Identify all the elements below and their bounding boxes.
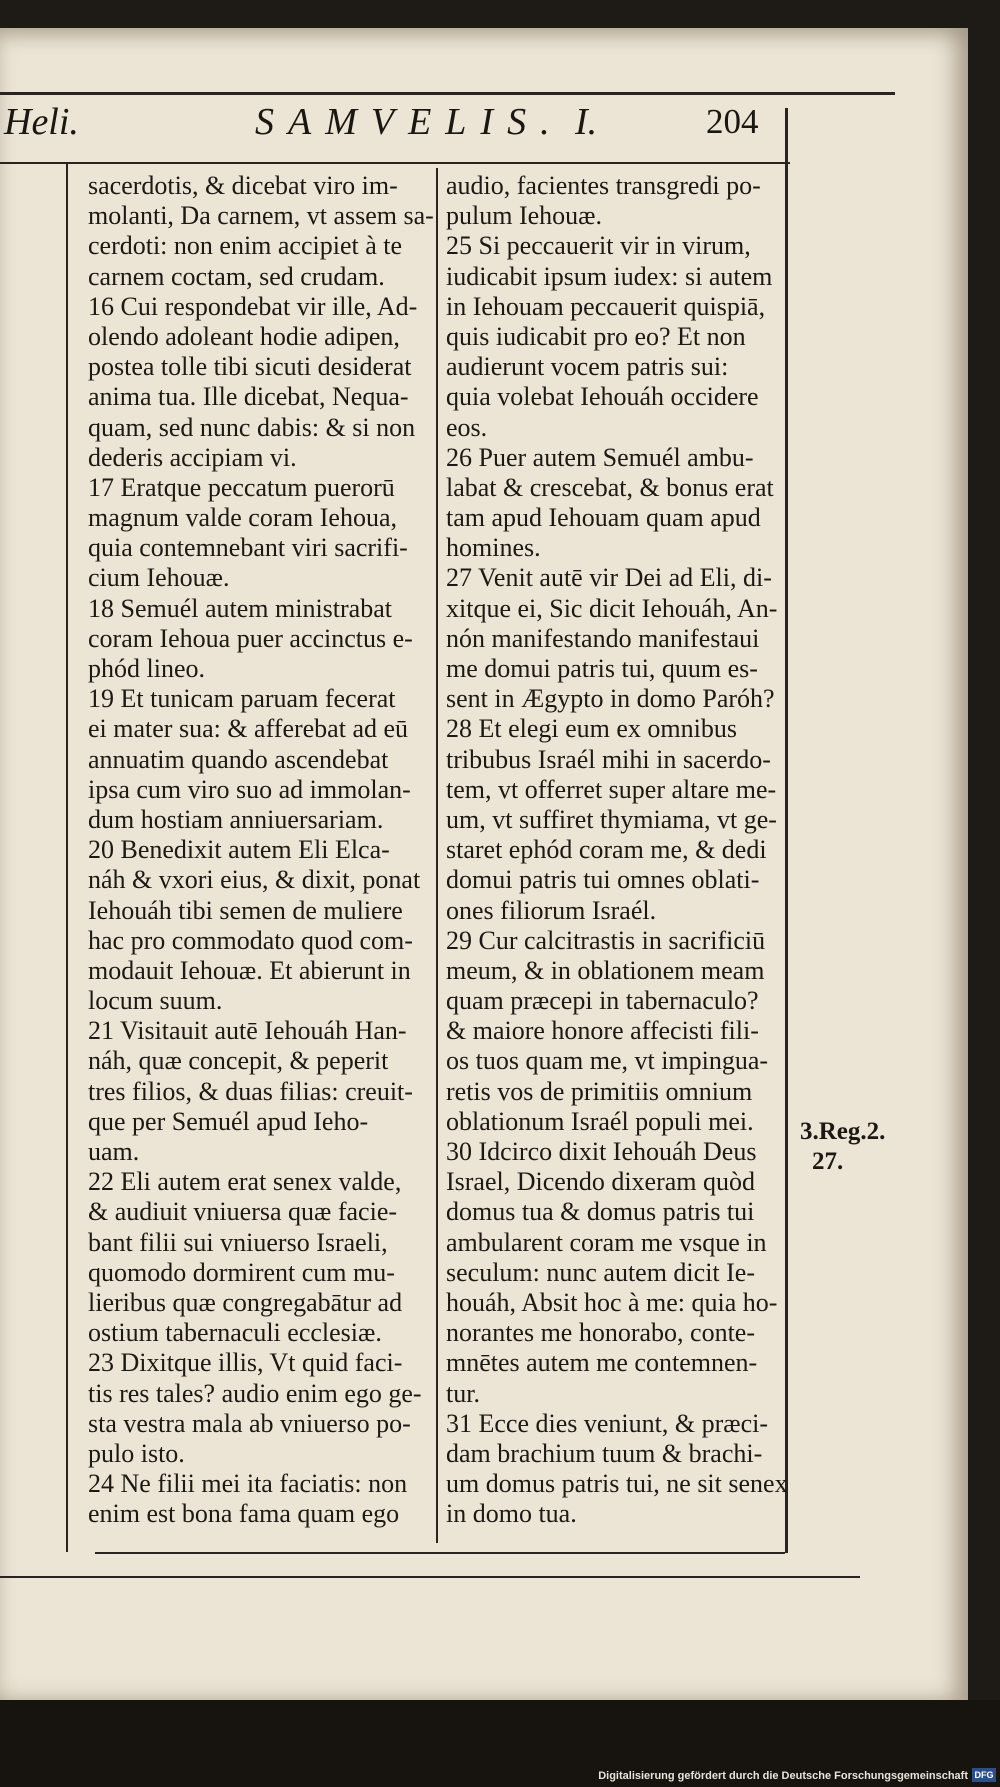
text-line: Israel, Dicendo dixeram quòd xyxy=(446,1167,756,1197)
text-line: 20 Benedixit autem Eli Elca- xyxy=(88,835,390,865)
running-head-book-number: I. xyxy=(575,101,598,143)
text-line: in domo tua. xyxy=(446,1499,577,1529)
text-line: 17 Eratque peccatum puerorū xyxy=(88,472,395,502)
text-line: Iehouáh tibi semen de muliere xyxy=(88,895,403,925)
margin-note-verse: 27. xyxy=(812,1148,844,1175)
text-line: cium Iehouæ. xyxy=(88,563,230,593)
text-line: iudicabit ipsum iudex: si autem xyxy=(446,261,773,291)
text-line: 21 Visitauit autē Iehouáh Han- xyxy=(88,1016,407,1046)
text-line: ones filiorum Israél. xyxy=(446,895,657,925)
text-line: sent in Ægypto in domo Paróh? xyxy=(446,684,775,714)
text-line: 28 Et elegi eum ex omnibus xyxy=(446,714,738,744)
text-line: um, vt suffiret thymiama, vt ge- xyxy=(446,804,777,834)
text-line: norantes me honorabo, conte- xyxy=(446,1318,756,1348)
text-line: 30 Idcirco dixit Iehouáh Deus xyxy=(446,1137,757,1166)
text-line: 22 Eli autem erat senex valde, xyxy=(88,1167,402,1197)
text-line: enim est bona fama quam ego xyxy=(88,1499,400,1529)
text-line: que per Semuél apud Ieho- xyxy=(88,1106,369,1136)
text-line: 18 Semuél autem ministrabat xyxy=(88,593,392,623)
text-line: hac pro commodato quod com- xyxy=(88,925,413,955)
text-line: retis vos de primitiis omnium xyxy=(446,1076,753,1106)
text-line: 29 Cur calcitrastis in sacrificiū xyxy=(446,925,766,955)
text-line: mnētes autem me contemnen- xyxy=(446,1348,758,1378)
text-line: domui patris tui omnes oblati- xyxy=(446,865,760,895)
text-line: olendo adoleant hodie adipen, xyxy=(88,321,400,351)
text-line: sacerdotis, & dicebat viro im- xyxy=(88,171,398,200)
text-line: tribubus Israél mihi in sacerdo- xyxy=(446,744,771,774)
text-line: oblationum Israél populi mei. xyxy=(446,1106,754,1136)
text-line: dam brachium tuum & brachi- xyxy=(446,1438,763,1468)
text-line: audierunt vocem patris sui: xyxy=(446,352,729,382)
text-line: 25 Si peccauerit vir in virum, xyxy=(446,231,751,261)
foot-rule xyxy=(0,1576,860,1578)
text-line: magnum valde coram Iehoua, xyxy=(88,503,397,533)
margin-note-reference: 3.Reg.2. xyxy=(800,1118,886,1145)
text-line: quia contemnebant viri sacrifi- xyxy=(88,533,408,563)
text-line: nón manifestando manifestaui xyxy=(446,623,760,653)
text-line: cerdoti: non enim accipiet à te xyxy=(88,231,403,261)
text-line: 26 Puer autem Semuél ambu- xyxy=(446,442,754,472)
text-line: postea tolle tibi sicuti desiderat xyxy=(88,352,412,382)
text-line: 24 Ne filii mei ita faciatis: non xyxy=(88,1469,408,1499)
scan-credit-text: Digitalisierung gefördert durch die Deutsche Forschungsgemeinschaft xyxy=(598,1770,968,1782)
text-line: quam, sed nunc dabis: & si non xyxy=(88,412,416,442)
text-line: 19 Et tunicam paruam fecerat xyxy=(88,684,396,714)
text-line: anima tua. Ille dicebat, Nequa- xyxy=(88,382,409,412)
text-line: quomodo dormirent cum mu- xyxy=(88,1257,395,1287)
text-line: dederis accipiam vi. xyxy=(88,442,297,472)
text-line: tam apud Iehouam quam apud xyxy=(446,503,761,533)
book-page xyxy=(0,28,968,1700)
running-head-left: Heli. xyxy=(4,101,79,143)
text-line: staret ephód coram me, & dedi xyxy=(446,835,767,865)
text-line: quam præcepi in tabernaculo? xyxy=(446,986,759,1016)
text-line: & audiuit vniuersa quæ facie- xyxy=(88,1197,398,1227)
text-line: ambularent coram me vsque in xyxy=(446,1227,767,1257)
text-line: náh, quæ concepit, & peperit xyxy=(88,1046,389,1076)
text-line: 31 Ecce dies veniunt, & præci- xyxy=(446,1408,769,1438)
text-line: ei mater sua: & afferebat ad eū xyxy=(88,714,409,744)
bottom-rule xyxy=(95,1552,785,1554)
text-line: 23 Dixitque illis, Vt quid faci- xyxy=(88,1348,403,1378)
text-line: lieribus quæ congregabātur ad xyxy=(88,1287,403,1317)
text-line: labat & crescebat, & bonus erat xyxy=(446,472,774,502)
running-head xyxy=(0,100,800,160)
text-line: tres filios, & duas filias: creuit- xyxy=(88,1076,413,1106)
text-line: houáh, Absit hoc à me: quia ho- xyxy=(446,1287,778,1317)
running-head-title: SAMVELIS. xyxy=(255,101,564,143)
dfg-logo: DFG xyxy=(972,1768,996,1782)
text-line: 16 Cui respondebat vir ille, Ad- xyxy=(88,291,418,321)
text-line: seculum: nunc autem dicit Ie- xyxy=(446,1257,756,1287)
text-column-left xyxy=(88,171,440,1529)
frame-left-rule xyxy=(66,162,68,1552)
text-line: & maiore honore affecisti fili- xyxy=(446,1016,759,1046)
page-number: 204 xyxy=(706,102,759,141)
text-column-right xyxy=(446,171,798,1529)
text-line: pulo isto. xyxy=(88,1438,185,1468)
text-line: audio, facientes transgredi po- xyxy=(446,171,761,200)
text-line: bant filii sui vniuerso Israeli, xyxy=(88,1227,388,1257)
text-line: meum, & in oblationem meam xyxy=(446,955,765,985)
text-line: coram Iehoua puer accinctus e- xyxy=(88,623,413,653)
text-line: locum suum. xyxy=(88,986,223,1016)
text-line: ipsa cum viro suo ad immolan- xyxy=(88,774,411,804)
text-line: homines. xyxy=(446,533,541,563)
text-line: uam. xyxy=(88,1137,140,1166)
text-line: dum hostiam anniuersariam. xyxy=(88,804,384,834)
text-line: carnem coctam, sed crudam. xyxy=(88,261,385,291)
text-line: 27 Venit autē vir Dei ad Eli, di- xyxy=(446,563,772,593)
header-rule xyxy=(0,162,790,164)
text-line: tis res tales? audio enim ego ge- xyxy=(88,1378,422,1408)
text-line: tur. xyxy=(446,1378,480,1408)
text-line: eos. xyxy=(446,412,488,442)
text-line: sta vestra mala ab vniuerso po- xyxy=(88,1408,411,1438)
text-line: modauit Iehouæ. Et abierunt in xyxy=(88,955,411,985)
text-line: domus tua & domus patris tui xyxy=(446,1197,755,1227)
text-line: tem, vt offerret super altare me- xyxy=(446,774,777,804)
top-rule xyxy=(0,92,895,95)
text-line: xitque ei, Sic dicit Iehouáh, An- xyxy=(446,593,778,623)
text-line: in Iehouam peccauerit quispiā, xyxy=(446,291,766,321)
text-line: phód lineo. xyxy=(88,654,205,683)
text-line: um domus patris tui, ne sit senex xyxy=(446,1469,788,1499)
text-line: quis iudicabit pro eo? Et non xyxy=(446,321,746,351)
text-line: annuatim quando ascendebat xyxy=(88,744,389,774)
text-line: náh & vxori eius, & dixit, ponat xyxy=(88,865,421,895)
text-line: molanti, Da carnem, vt assem sa- xyxy=(88,201,434,231)
text-line: pulum Iehouæ. xyxy=(446,201,602,231)
text-line: os tuos quam me, vt impingua- xyxy=(446,1046,769,1076)
text-line: ostium tabernaculi ecclesiæ. xyxy=(88,1318,382,1348)
text-line: quia volebat Iehouáh occidere xyxy=(446,382,759,412)
text-line: me domui patris tui, quum es- xyxy=(446,654,758,683)
